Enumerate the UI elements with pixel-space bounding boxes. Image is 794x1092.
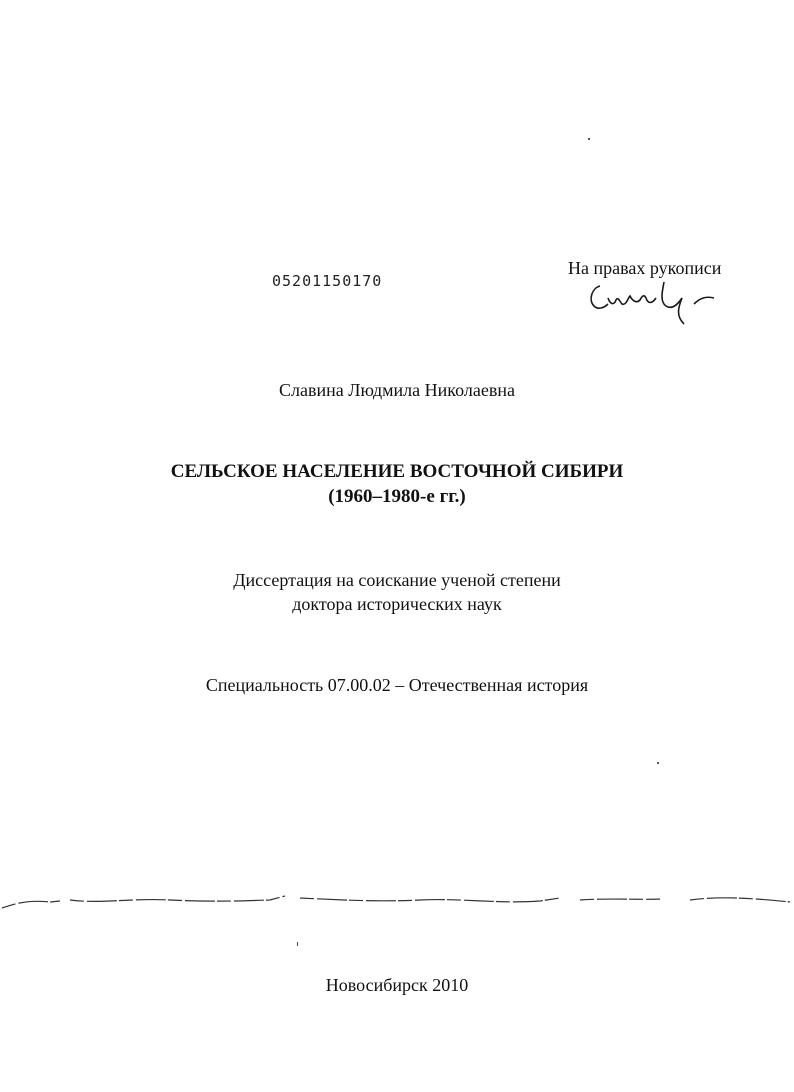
dissertation-title <box>0 459 794 509</box>
specialty: Специальность 07.00.02 – Отечественная история <box>205 675 589 695</box>
title-period: (1960–1980-е гг.) <box>328 486 466 507</box>
scan-artifact-line <box>0 888 794 918</box>
rights-notice: На правах рукописи <box>568 258 722 278</box>
author-name: Славина Людмила Николаевна <box>279 380 515 400</box>
handwritten-signature <box>586 278 726 333</box>
scan-speck <box>297 942 298 946</box>
title-main: СЕЛЬСКОЕ НАСЕЛЕНИЕ ВОСТОЧНОЙ СИБИРИ <box>170 461 624 482</box>
city-and-year: Новосибирск 2010 <box>325 975 469 995</box>
degree-line-1: Диссертация на соискание ученой степени <box>233 570 561 590</box>
degree-line-2: доктора исторических наук <box>292 594 502 614</box>
degree-statement <box>0 568 794 616</box>
registration-number: 05201150170 <box>272 272 383 290</box>
scan-speck <box>588 138 590 140</box>
scan-speck <box>657 762 659 764</box>
